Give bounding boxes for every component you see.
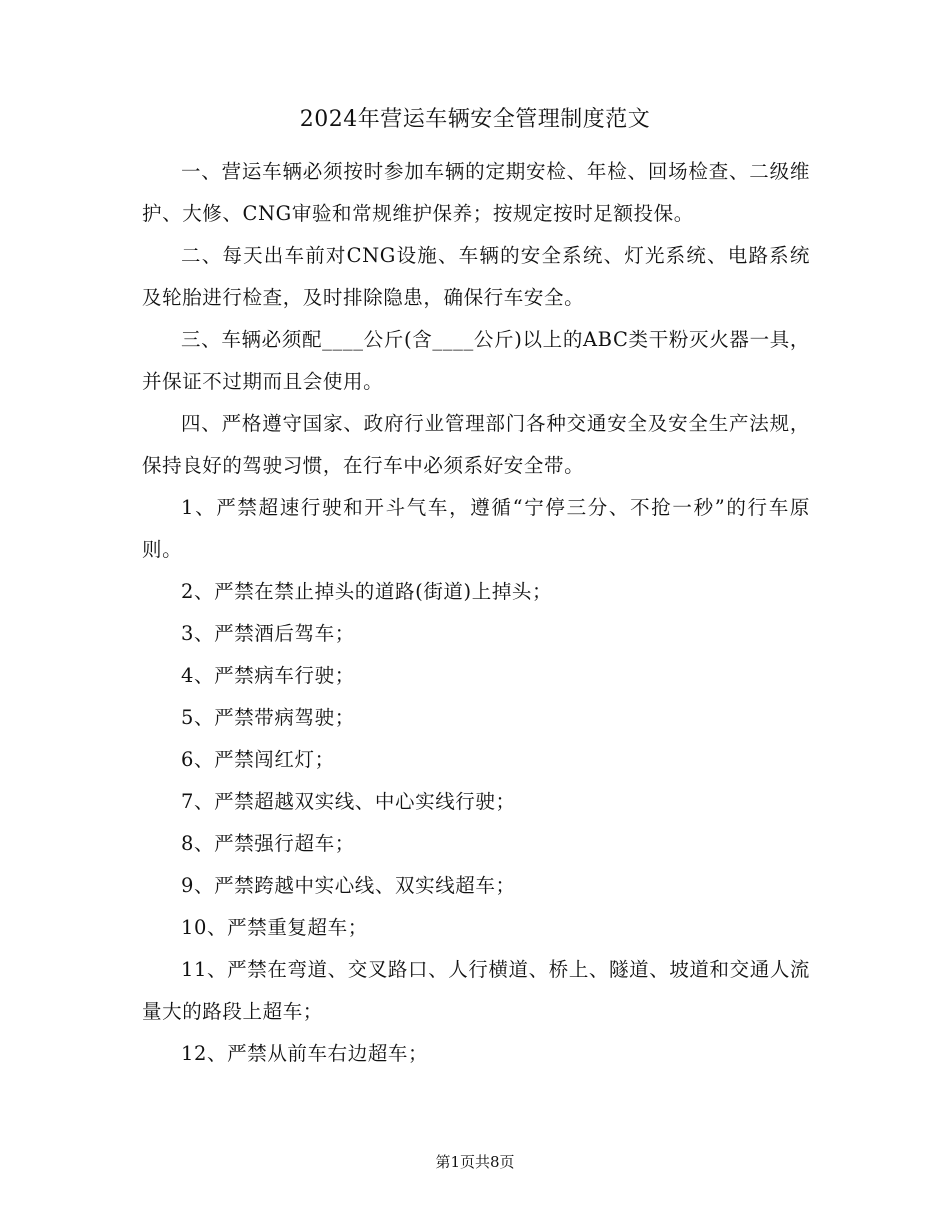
page-number-footer: 第1页共8页 bbox=[435, 1153, 515, 1171]
rule-item-7: 7、严禁超越双实线、中心实线行驶； bbox=[181, 790, 516, 813]
paragraph-1: 一、营运车辆必须按时参加车辆的定期安检、年检、回场检查、二级维护、大修、CNG审验和常规维护保养；按规定按时足额投保。 bbox=[142, 160, 810, 225]
rule-item-8: 8、严禁强行超车； bbox=[181, 832, 355, 855]
rule-item-1: 1、严禁超速行驶和开斗气车，遵循“宁停三分、不抢一秒”的行车原则。 bbox=[142, 496, 810, 561]
rule-item-9: 9、严禁跨越中实心线、双实线超车； bbox=[181, 874, 516, 897]
paragraph-4: 四、严格遵守国家、政府行业管理部门各种交通安全及安全生产法规，保持良好的驾驶习惯，在行车中必须系好安全带。 bbox=[142, 412, 810, 477]
paragraph-2: 二、每天出车前对CNG设施、车辆的安全系统、灯光系统、电路系统及轮胎进行检查，及时排除隐患，确保行车安全。 bbox=[142, 244, 810, 309]
rule-item-2: 2、严禁在禁止掉头的道路(街道)上掉头； bbox=[181, 580, 553, 603]
rule-item-5: 5、严禁带病驾驶； bbox=[181, 706, 355, 729]
document-body bbox=[142, 151, 810, 1075]
rule-item-3: 3、严禁酒后驾车； bbox=[181, 622, 355, 645]
rule-item-12: 12、严禁从前车右边超车； bbox=[181, 1042, 429, 1065]
rule-item-6: 6、严禁闯红灯； bbox=[181, 748, 335, 771]
paragraph-3: 三、车辆必须配____公斤(含____公斤)以上的ABC类干粉灭火器一具，并保证不过期而且会使用。 bbox=[142, 328, 811, 393]
rule-item-4: 4、严禁病车行驶； bbox=[181, 664, 355, 687]
document-title: 2024年营运车辆安全管理制度范文 bbox=[299, 107, 651, 132]
rule-item-11: 11、严禁在弯道、交叉路口、人行横道、桥上、隧道、坡道和交通人流量大的路段上超车； bbox=[142, 958, 811, 1023]
rule-item-10: 10、严禁重复超车； bbox=[181, 916, 368, 939]
